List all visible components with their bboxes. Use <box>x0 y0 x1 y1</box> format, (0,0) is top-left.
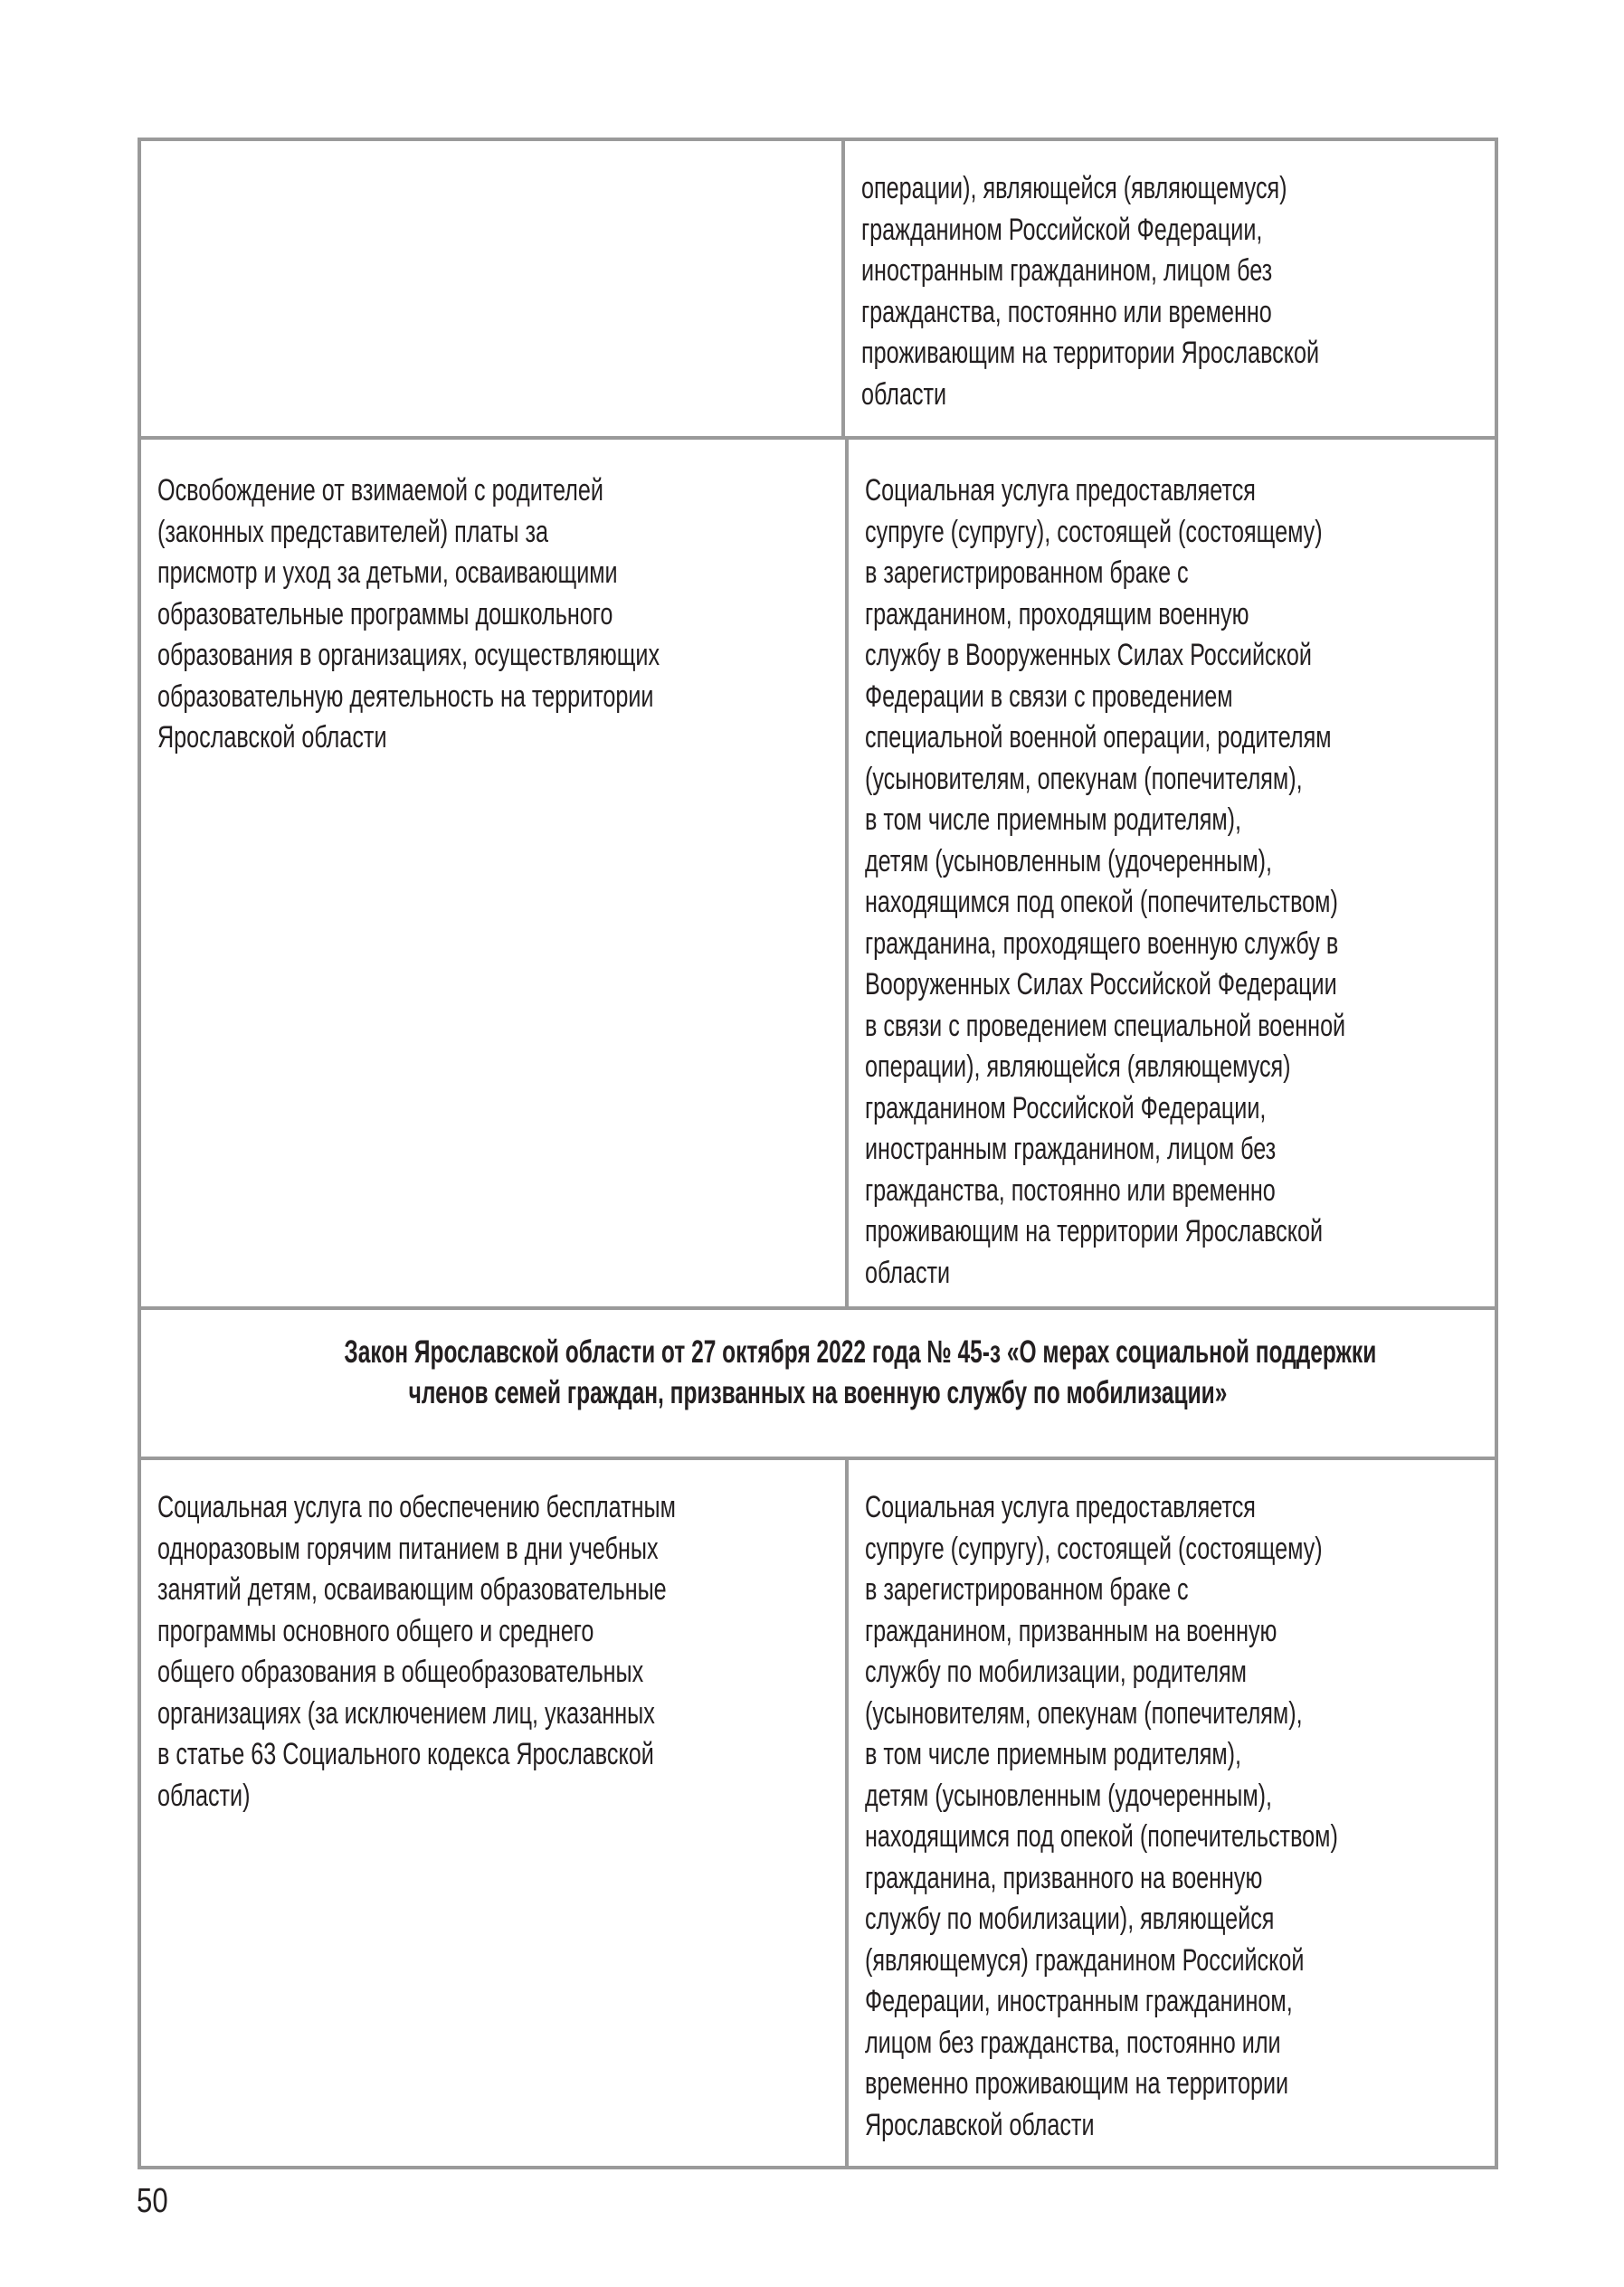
text-line: гражданина, призванного на военную <box>865 1860 1263 1895</box>
text-line: гражданином, призванным на военную <box>865 1613 1277 1648</box>
text-line: программы основного общего и среднего <box>157 1613 594 1648</box>
text-line: области) <box>157 1778 251 1813</box>
text-line: операции), являющейся (являющемуся) <box>861 171 1287 205</box>
text-line: гражданства, постоянно или временно <box>861 294 1272 329</box>
text-line: специальной военной операции, родителям <box>865 720 1332 754</box>
text-line: общего образования в общеобразовательных <box>157 1655 644 1689</box>
text-line: образовательные программы дошкольного <box>157 596 613 631</box>
text-line: службу по мобилизации), являющейся <box>865 1902 1275 1936</box>
text-line: Вооруженных Силах Российской Федерации <box>865 967 1337 1001</box>
text-line: временно проживающим на территории <box>865 2066 1289 2101</box>
text-line: Социальная услуга предоставляется <box>865 1490 1256 1524</box>
text-line: образовательную деятельность на территории <box>157 679 654 714</box>
text-line: гражданином Российской Федерации, <box>865 1090 1267 1125</box>
text-line: в том числе приемным родителям), <box>865 1737 1242 1771</box>
table-row <box>141 1457 1495 2166</box>
text-line: области <box>861 376 947 412</box>
text-line: Ярославской области <box>157 720 387 754</box>
text-line: находящимся под опекой (попечительством) <box>865 885 1338 919</box>
text-line: Закон Ярославской области от 27 октября 2022 года № 45-з «О мерах социальной поддержки <box>344 1334 1377 1370</box>
service-cell <box>141 141 845 436</box>
text-line: образования в организациях, осуществляющих <box>157 638 660 672</box>
text-line: в зарегистрированном браке с <box>865 1572 1189 1607</box>
text-line: службу в Вооруженных Силах Российской <box>865 638 1312 672</box>
text-line: супруге (супругу), состоящей (состоящему) <box>865 1531 1323 1566</box>
text-line: присмотр и уход за детьми, осваивающими <box>157 555 618 590</box>
text-line: (являющемуся) гражданином Российской <box>865 1942 1305 1978</box>
table-row <box>141 141 1495 436</box>
recipients-text <box>861 168 1480 415</box>
text-line: Социальная услуга предоставляется <box>865 473 1256 508</box>
text-line: Федерации в связи с проведением <box>865 679 1233 714</box>
text-line: (законных представителей) платы за <box>157 514 548 549</box>
text-line: в связи с проведением специальной военной <box>865 1008 1346 1043</box>
text-line: гражданства, постоянно или временно <box>865 1172 1276 1208</box>
text-line: детям (усыновленным (удочеренным), <box>865 1778 1273 1813</box>
law-section-header <box>141 1306 1495 1457</box>
benefits-table <box>138 138 1498 2169</box>
text-line: операции), являющейся (являющемуся) <box>865 1049 1291 1084</box>
text-line: Освобождение от взимаемой с родителей <box>157 473 603 508</box>
recipients-cell <box>849 440 1529 1306</box>
recipients-text <box>865 470 1515 1294</box>
text-line: организациях (за исключением лиц, указанных <box>157 1695 655 1731</box>
page-number: 50 <box>137 2182 168 2220</box>
text-line: в том числе приемным родителям), <box>865 802 1242 837</box>
text-line: супруге (супругу), состоящей (состоящему) <box>865 514 1323 549</box>
text-line: Ярославской области <box>865 2107 1095 2142</box>
service-cell <box>141 440 849 1306</box>
text-line: детям (усыновленным (удочеренным), <box>865 843 1273 878</box>
text-line: в статье 63 Социального кодекса Ярославской <box>157 1737 654 1771</box>
text-line: гражданином Российской Федерации, <box>861 212 1263 247</box>
recipients-cell <box>849 1460 1519 2166</box>
text-line: в зарегистрированном браке с <box>865 555 1189 590</box>
text-line: гражданина, проходящего военную службу в <box>865 925 1339 961</box>
service-text <box>157 470 831 759</box>
text-line: Социальная услуга по обеспечению бесплатным <box>157 1490 676 1524</box>
service-text <box>157 1487 831 1817</box>
service-cell <box>141 1460 849 2166</box>
text-line: (усыновителям, опекунам (попечителям), <box>865 761 1303 796</box>
text-line: лицом без гражданства, постоянно или <box>865 2025 1281 2060</box>
text-line: (усыновителям, опекунам (попечителям), <box>865 1695 1303 1731</box>
text-line: проживающим на территории Ярославской <box>865 1214 1324 1248</box>
table-row <box>141 436 1495 1306</box>
recipients-cell <box>845 141 1495 436</box>
text-line: иностранным гражданином, лицом без <box>861 253 1273 288</box>
text-line: занятий детям, осваивающим образовательные <box>157 1572 667 1607</box>
text-line: гражданином, проходящим военную <box>865 596 1249 631</box>
text-line: службу по мобилизации, родителям <box>865 1655 1247 1689</box>
text-line: членов семей граждан, призванных на военную службу по мобилизации» <box>408 1375 1228 1410</box>
text-line: области <box>865 1255 951 1290</box>
text-line: проживающим на территории Ярославской <box>861 336 1320 370</box>
text-line: иностранным гражданином, лицом без <box>865 1132 1277 1166</box>
recipients-text <box>865 1487 1505 2146</box>
text-line: находящимся под опекой (попечительством) <box>865 1819 1338 1854</box>
law-title <box>141 1332 1495 1413</box>
text-line: Федерации, иностранным гражданином, <box>865 1984 1293 2018</box>
text-line: одноразовым горячим питанием в дни учебных <box>157 1531 659 1566</box>
